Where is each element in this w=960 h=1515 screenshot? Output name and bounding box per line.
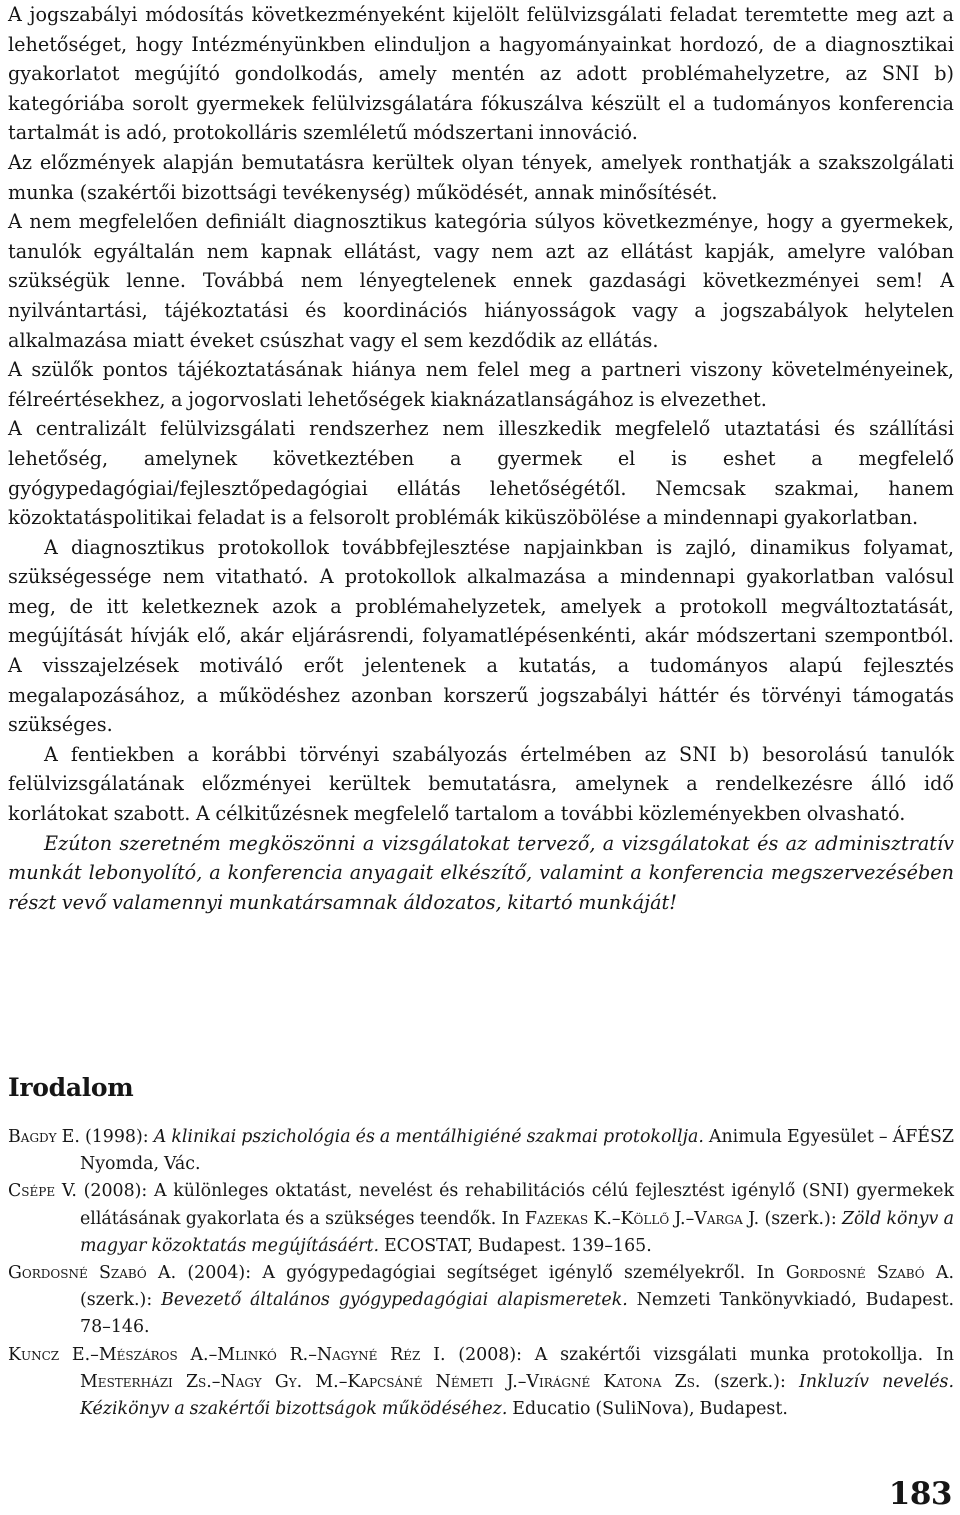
page-number: 183 [888,1476,952,1512]
ref-editors: Fazekas K.–Köllő J.–Varga J. [524,1208,760,1229]
paragraph-5: A centralizált felülvizsgálati rendszerhez nem illeszkedik megfelelő utaztatási és szállítási lehetőség, amelynek következtében a gyermek el is eshet a megfelelő gyógypedagógiai/fejlesztőpedagógiai ellátás lehetőségétől. Nemcsak szakmai, hanem közoktatáspolitikai feladat is a felsorolt problémák kiküszöbölése a mindennapi gyakorlatban. [8,417,954,530]
ref-description: (2004): A gyógypedagógiai segítséget igénylő személyekről. In [176,1263,786,1284]
acknowledgement: Ezúton szeretném megköszönni a vizsgálatokat tervező, a vizsgálatokat és az adminisztratív munkát lebonyolító, a konferencia anyagait elkészítő, valamint a konferencia megszervezésében részt vevő valamennyi munkatársamnak áldozatos, kitartó munkáját! [8,831,954,914]
ref-description: (2008): A szakértői vizsgálati munka protokollja. In [445,1344,954,1365]
ref-author: Gordosné Szabó A. [8,1263,177,1284]
ref-author: Csépe V. [8,1181,77,1202]
ref-title: Inkluzív nevelés. Kézikönyv a szakértői bizottságok működéséhez. [80,1371,955,1420]
paragraph-1: A jogszabályi módosítás következményeként kijelölt felülvizsgálati feladat teremtette meg azt a lehetőséget, hogy Intézményünkben elinduljon a hagyományainkat hordozó, de a diagnosztikai gyakorlatot megújító gondolkodás, amely mentén az adott problémahelyzetre, az SNI b) kategóriába sorolt gyermekek felülvizsgálatára fókuszálva készült el a tudományos konferencia tartalmát is adó, protokolláris szemléletű módszertani innováció. [8,3,954,145]
ref-editors: Gordosné Szabó A. [785,1263,954,1284]
ref-publisher: ECOSTAT, Budapest. 139–165. [379,1235,652,1256]
paragraph-3: A nem megfelelően definiált diagnosztikus kategória súlyos következménye, hogy a gyermekek, tanulók egyáltalán nem kapnak ellátást, vagy nem azt az ellátást kapják, amelyre valóban szükségük lenne. Továbbá nem lényegtelenek ennek gazdasági következményei sem! A nyilvántartási, tájékoztatási és koordinációs hiányosságok vagy a jogszabályok helytelen alkalmazása miatt éveket csúszhat vagy el sem kezdődik az ellátás. [8,210,954,352]
references-heading: Irodalom [8,1073,134,1102]
reference-list [8,1124,954,1423]
reference-item [8,1124,954,1178]
ref-editor-note: (szerk.): [759,1208,842,1229]
ref-title: A klinikai pszichológia és a mentálhigiéné szakmai protokollja. [153,1127,704,1147]
ref-year: (1998): [79,1127,154,1147]
main-text [8,0,954,917]
ref-editors: Mesterházi Zs.–Nagy Gy. M.–Kapcsáné Németi J.–Virágné Katona Zs. [80,1371,701,1392]
reference-item [8,1260,954,1342]
paragraph-6: A diagnosztikus protokollok továbbfejlesztése napjainkban is zajló, dinamikus folyamat, szükségessége nem vitatható. A protokollok alkalmazása a mindennapi gyakorlatban valósul meg, de itt keletkeznek azok a problémahelyzetek, amelyek a protokoll megváltoztatását, megújítását hívják elő, akár eljárásrendi, folyamatlépésenkénti, akár módszertani szempontból. A visszajelzések motiváló erőt jelentenek a kutatás, a tudományos alapú fejlesztés megalapozásához, a működéshez azonban korszerű jogszabályi háttér és törvényi támogatás szükséges. [8,535,954,737]
ref-publisher: Animula Egyesület – ÁFÉSZ Nyomda, Vác. [80,1127,954,1175]
ref-description: (2008): A különleges oktatást, nevelést és rehabilitációs célú fejlesztést igénylő (SNI) gyermekek ellátásának gyakorlata és a szükséges teendők. In [76,1181,954,1229]
ref-editor-note: (szerk.): [80,1290,162,1311]
paragraph-4: A szülők pontos tájékoztatásának hiánya nem felel meg a partneri viszony követelményeinek, félreértésekhez, a jogorvoslati lehetőségek kiaknázatlanságához is elvezethet. [8,358,954,411]
reference-item [8,1178,954,1260]
ref-editor-note: (szerk.): [700,1371,799,1392]
ref-publisher: Educatio (SuliNova), Budapest. [507,1399,788,1420]
ref-title: Zöld könyv a magyar közoktatás megújításáért. [80,1208,954,1256]
reference-item [8,1342,954,1424]
paragraph-2: Az előzmények alapján bemutatásra kerültek olyan tények, amelyek ronthatják a szakszolgálati munka (szakértői bizottsági tevékenység) működését, annak minősítését. [8,150,954,204]
paragraph-7: A fentiekben a korábbi törvényi szabályozás értelmében az SNI b) besorolású tanulók felülvizsgálatának előzményei kerültek bemutatásra, amelynek a rendelkezésre álló idő korlátokat szabott. A célkitűzésnek megfelelő tartalom a további közleményekben olvasható. [8,742,954,826]
ref-author: Kuncz E.–Mészáros A.–Mlinkó R.–Nagyné Réz I. [8,1344,446,1365]
ref-author: Bagdy E. [8,1127,80,1147]
ref-publisher: Nemzeti Tankönyvkiadó, Budapest. 78–146. [80,1290,954,1338]
ref-title: Bevezető általános gyógypedagógiai alapismeretek. [161,1290,628,1311]
